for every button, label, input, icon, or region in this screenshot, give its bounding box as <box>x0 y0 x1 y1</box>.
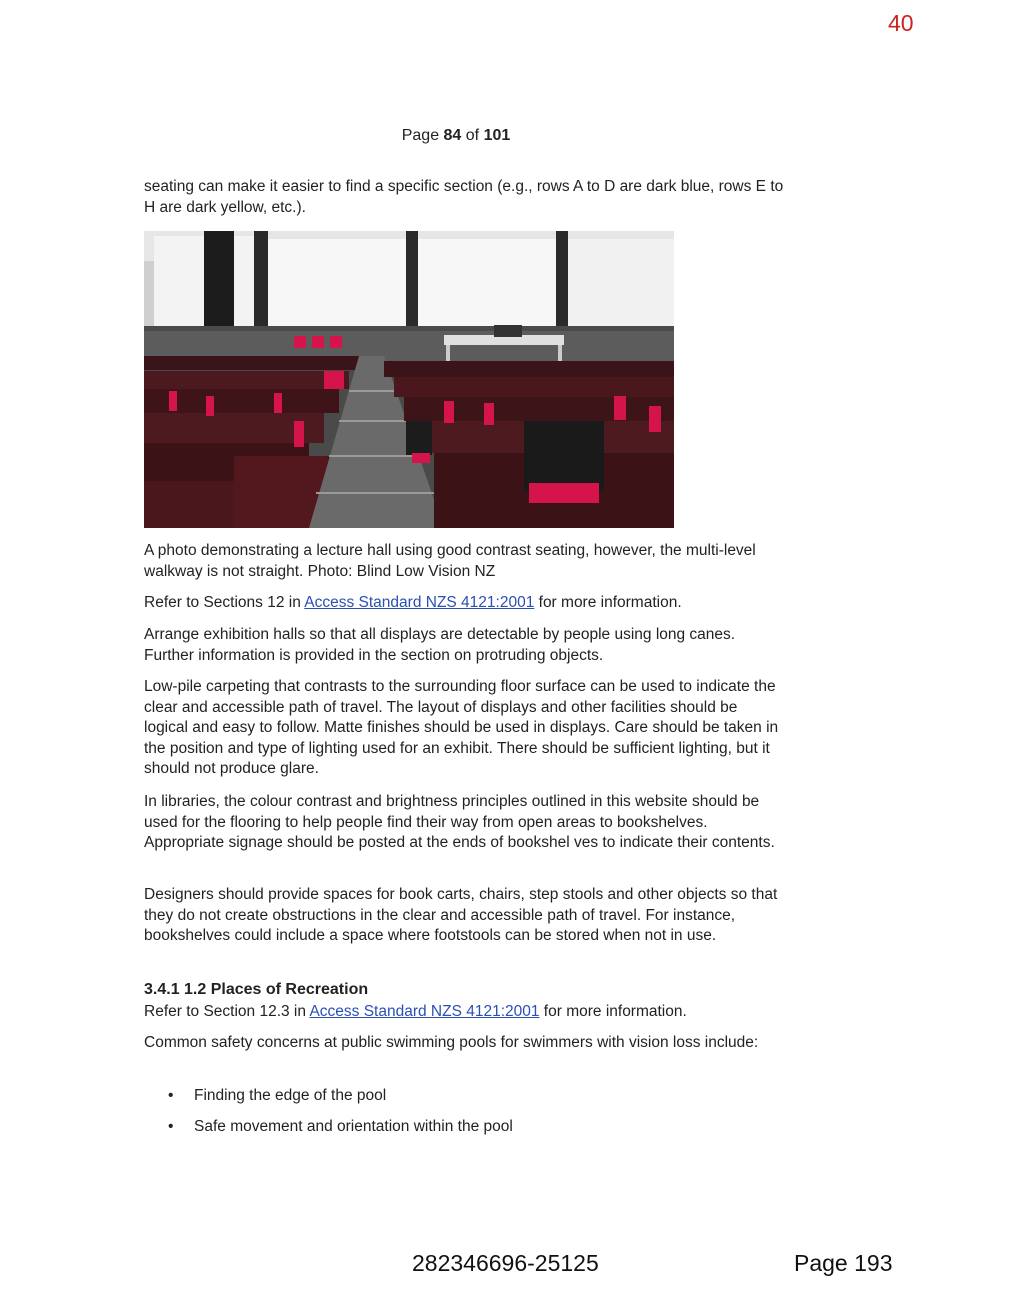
header-middle: of <box>461 127 484 144</box>
access-standard-link-2[interactable]: Access Standard NZS 4121:2001 <box>309 1003 540 1020</box>
refer2-text-before: Refer to Section 12.3 in <box>144 1003 310 1020</box>
footer-document-id: 282346696-25125 <box>412 1250 599 1276</box>
libraries-paragraph: In libraries, the colour contrast and brightness principles outlined in this website should be used for the flooring to help people find their way from open areas to bookshelves. Appropriate signage should be posted at the ends of bookshel ves to indicate their contents. <box>144 793 775 852</box>
list-item <box>168 1087 386 1105</box>
refer-sections-paragraph <box>144 593 784 614</box>
pools-paragraph: Common safety concerns at public swimming pools for swimmers with vision loss include: <box>144 1034 759 1051</box>
designers-paragraph: Designers should provide spaces for book carts, chairs, step stools and other objects so that they do not create obstructions in the clear and accessible path of travel. For instance, bookshelves could include a space where footstools can be stored when not in use. <box>144 886 778 945</box>
refer-section-paragraph <box>144 1002 784 1023</box>
bullet-glyph: • <box>168 1118 174 1135</box>
refer2-text-after: for more information. <box>539 1003 687 1020</box>
footer-page-number: Page 193 <box>794 1250 893 1276</box>
section-heading: 3.4.1 1.2 Places of Recreation <box>144 981 369 998</box>
intro-paragraph: seating can make it easier to find a specific section (e.g., rows A to D are dark blue, rows E to H are dark yellow, etc.). <box>144 178 784 216</box>
list-item-text: Finding the edge of the pool <box>194 1087 387 1104</box>
corner-page-number: 40 <box>888 10 914 36</box>
bullet-glyph: • <box>168 1087 174 1104</box>
exhibition-paragraph: Arrange exhibition halls so that all displays are detectable by people using long canes. Further information is provided in the section on protruding objects. <box>144 626 736 664</box>
refer1-text-after: for more information. <box>534 594 682 611</box>
lecture-hall-illustration <box>144 231 674 528</box>
header-total-pages: 101 <box>483 127 511 144</box>
list-item <box>168 1118 513 1136</box>
access-standard-link[interactable]: Access Standard NZS 4121:2001 <box>304 594 535 611</box>
refer1-text-before: Refer to Sections 12 in <box>144 594 305 611</box>
carpeting-paragraph: Low-pile carpeting that contrasts to the surrounding floor surface can be used to indicate the clear and accessible path of travel. The layout of displays and other facilities should be logical and easy to follow. Matte finishes should be used in displays. Care should be taken in the position and type of lighting used for an exhibit. There should be sufficient lighting, but it should not produce glare. <box>144 678 779 778</box>
page-header <box>0 127 912 145</box>
list-item-text: Safe movement and orientation within the pool <box>194 1118 513 1135</box>
photo-caption: A photo demonstrating a lecture hall using good contrast seating, however, the multi-level walkway is not straight. Photo: Blind Low Vision NZ <box>144 542 756 580</box>
header-prefix: Page <box>401 127 444 144</box>
lecture-hall-photo <box>144 231 674 528</box>
header-current-page: 84 <box>443 127 462 144</box>
